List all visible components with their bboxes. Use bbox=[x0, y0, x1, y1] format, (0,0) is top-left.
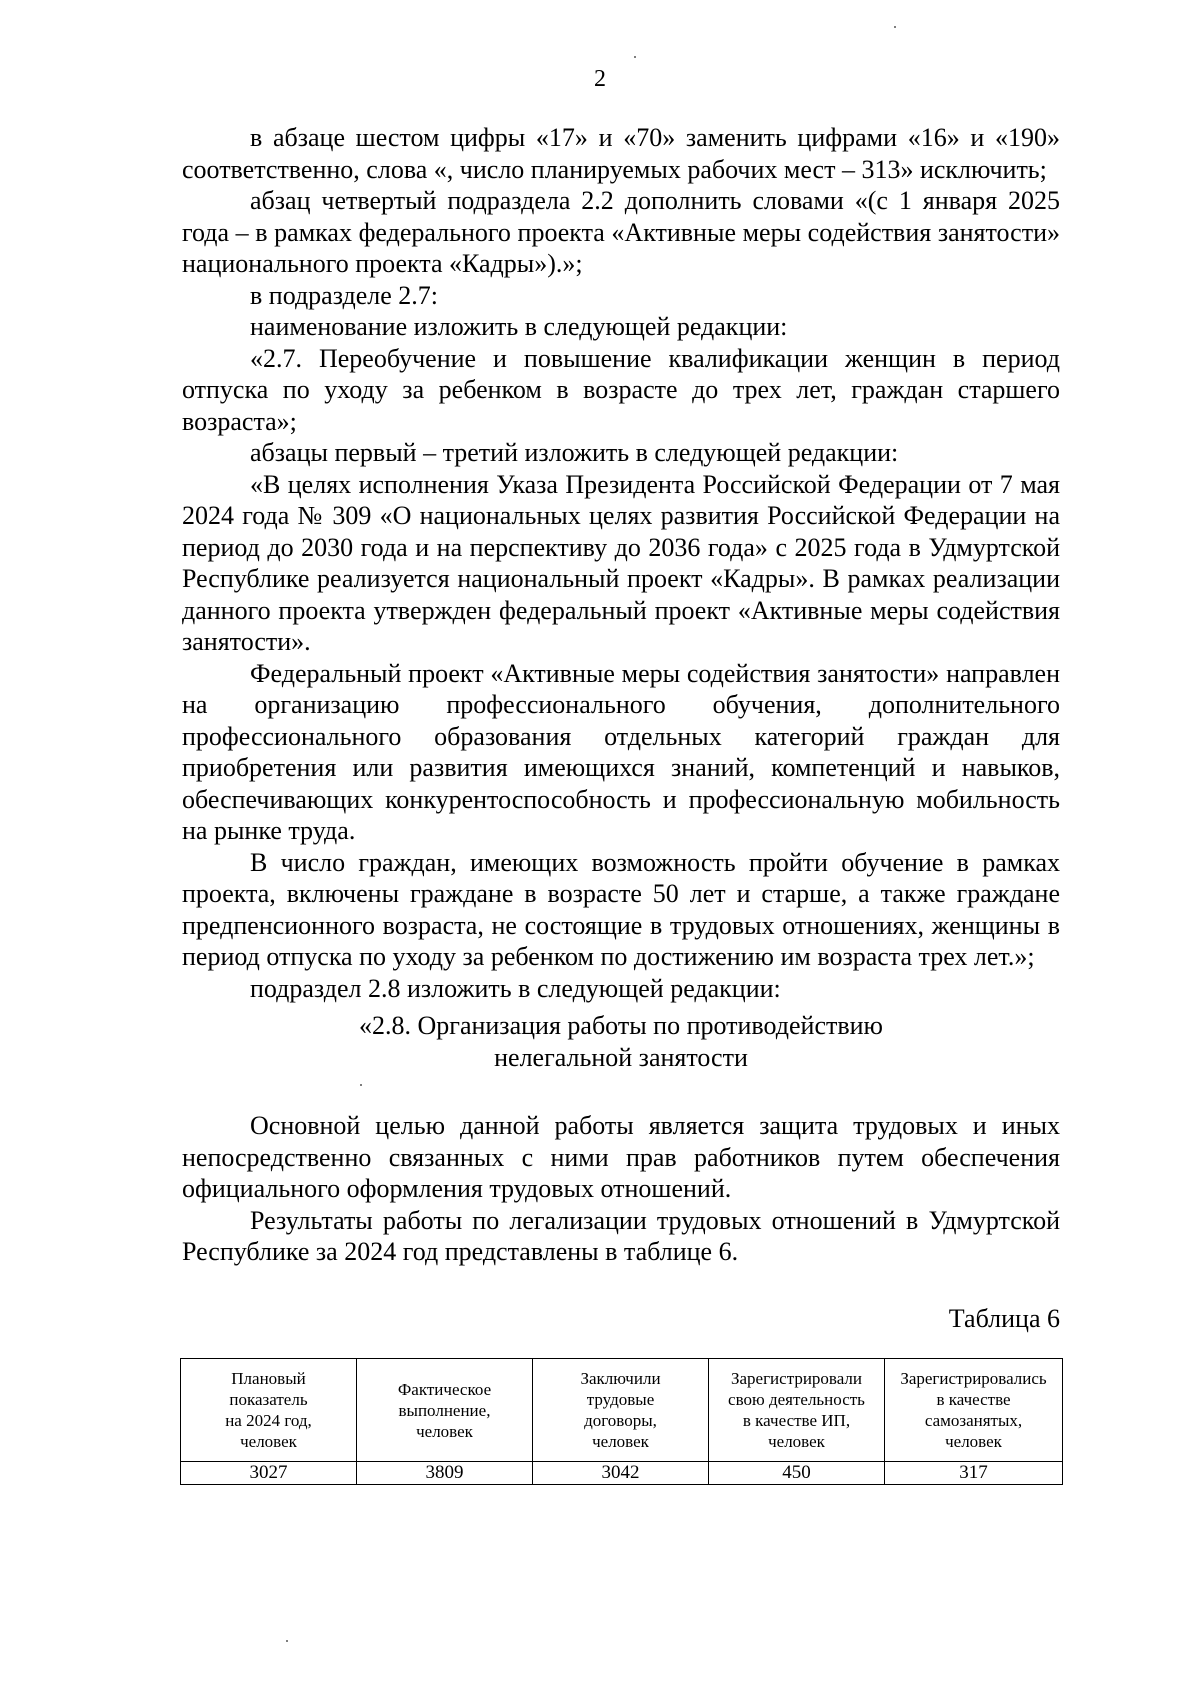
header-line: человек bbox=[240, 1432, 297, 1451]
header-line: выполнение, bbox=[398, 1400, 491, 1420]
paragraph: Федеральный проект «Активные меры содействия занятости» направлен на организацию профессионального обучения, дополнительного профессионального образования отдельных категорий граждан для приобретения или развития имеющихся знаний, компетенций и навыков, обеспечивающих конкурентоспособность и профессиональную мобильность на рынке труда. bbox=[182, 658, 1060, 845]
header-line: в качестве ИП, bbox=[742, 1411, 851, 1430]
header-line: договоры, bbox=[584, 1411, 657, 1430]
table-cell: 317 bbox=[885, 1462, 1063, 1485]
scan-speck bbox=[634, 56, 636, 58]
header-line: человек bbox=[768, 1432, 825, 1451]
scan-speck bbox=[360, 1084, 362, 1086]
table-caption: Таблица 6 bbox=[948, 1304, 1060, 1333]
section-heading bbox=[182, 1010, 1060, 1073]
header-line: Зарегистрировали bbox=[730, 1369, 863, 1388]
page-number: 2 bbox=[594, 66, 606, 92]
header-line: на 2024 год, bbox=[225, 1411, 312, 1430]
scan-speck bbox=[894, 26, 896, 28]
paragraph: наименование изложить в следующей редакции: bbox=[250, 312, 788, 341]
header-line: человек bbox=[416, 1421, 473, 1441]
paragraph: абзац четвертый подраздела 2.2 дополнить словами «(с 1 января 2025 года – в рамках федерального проекта «Активные меры содействия занятости» национального проекта «Кадры»).»; bbox=[182, 186, 1060, 278]
header-line: Плановый bbox=[231, 1369, 306, 1388]
section-heading-line: «2.8. Организация работы по противодействию bbox=[359, 1011, 883, 1040]
table-cell: 3809 bbox=[357, 1462, 533, 1485]
amendment-text bbox=[182, 122, 1060, 1004]
table-cell: 3042 bbox=[533, 1462, 709, 1485]
column-header bbox=[709, 1359, 885, 1462]
paragraph: «2.7. Переобучение и повышение квалификации женщин в период отпуска по уходу за ребенком в возрасте до трех лет, граждан старшего возраста»; bbox=[182, 343, 1060, 436]
paragraph: абзацы первый – третий изложить в следующей редакции: bbox=[250, 438, 899, 467]
table-cell: 450 bbox=[709, 1462, 885, 1485]
section-heading-line: нелегальной занятости bbox=[494, 1042, 748, 1072]
scan-speck bbox=[286, 1640, 288, 1642]
column-header bbox=[885, 1359, 1063, 1462]
paragraph: «В целях исполнения Указа Президента Российской Федерации от 7 мая 2024 года № 309 «О национальных целях развития Российской Федерации на период до 2030 года и на перспективу до 2036 года» с 2025 года в Удмуртской Республике реализуется национальный проект «Кадры». В рамках реализации данного проекта утвержден федеральный проект «Активные меры содействия занятости». bbox=[182, 469, 1060, 656]
header-line: показатель bbox=[229, 1390, 308, 1409]
column-header bbox=[357, 1359, 533, 1462]
paragraph: Результаты работы по легализации трудовых отношений в Удмуртской Республике за 2024 год представлены в таблице 6. bbox=[182, 1205, 1060, 1266]
header-line: свою деятельность bbox=[728, 1390, 865, 1409]
column-header bbox=[533, 1359, 709, 1462]
header-line: трудовые bbox=[586, 1390, 655, 1409]
header-line: самозанятых, bbox=[924, 1411, 1023, 1430]
table-cell: 3027 bbox=[181, 1462, 357, 1485]
table-header-row bbox=[181, 1359, 1063, 1462]
column-header bbox=[181, 1359, 357, 1462]
section-text bbox=[182, 1110, 1060, 1268]
results-table bbox=[180, 1358, 1063, 1485]
paragraph: в подразделе 2.7: bbox=[250, 280, 439, 310]
paragraph: Основной целью данной работы является защита трудовых и иных непосредственно связанных с ними прав работников путем обеспечения официального оформления трудовых отношений. bbox=[182, 1111, 1060, 1203]
header-line: Зарегистрировались bbox=[900, 1369, 1047, 1388]
paragraph: подраздел 2.8 изложить в следующей редакции: bbox=[250, 973, 781, 1003]
header-line: в качестве bbox=[936, 1390, 1011, 1409]
header-line: человек bbox=[592, 1432, 649, 1451]
paragraph: В число граждан, имеющих возможность пройти обучение в рамках проекта, включены граждане в возрасте 50 лет и старше, а также граждане предпенсионного возраста, не состоящие в трудовых отношениях, женщины в период отпуска по уходу за ребенком по достижению им возраста трех лет.»; bbox=[182, 847, 1060, 971]
table-row bbox=[181, 1462, 1063, 1485]
header-line: человек bbox=[945, 1432, 1002, 1451]
header-line: Фактическое bbox=[397, 1379, 492, 1399]
paragraph: в абзаце шестом цифры «17» и «70» заменить цифрами «16» и «190» соответственно, слова «, число планируемых рабочих мест – 313» исключить; bbox=[182, 123, 1060, 184]
header-line: Заключили bbox=[580, 1369, 661, 1388]
